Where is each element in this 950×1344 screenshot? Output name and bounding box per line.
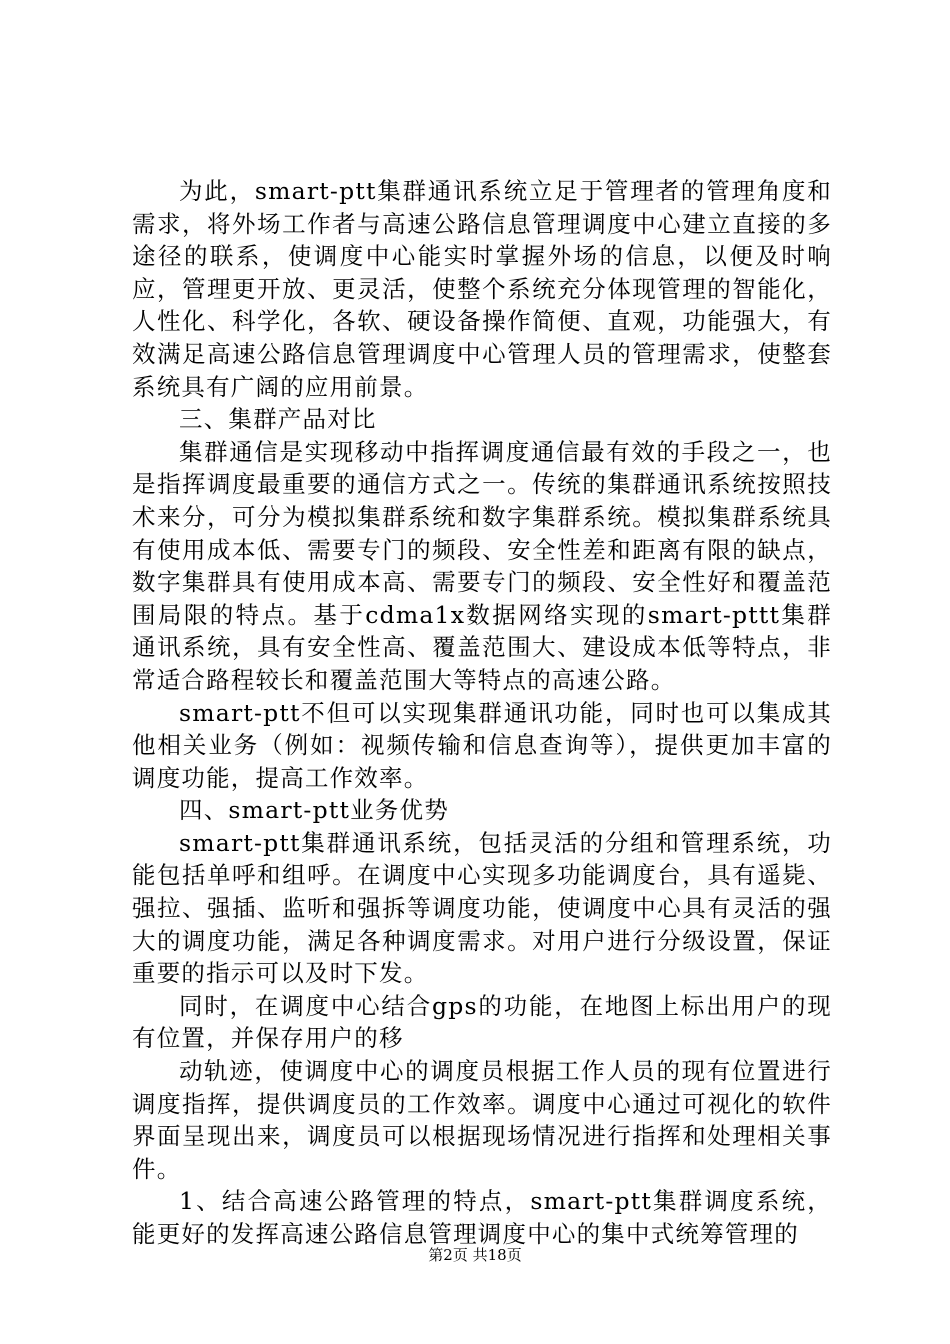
paragraph-advantages: smart-ptt集群通讯系统，包括灵活的分组和管理系统，功能包括单呼和组呼。在调度中心实现多功能调度台，具有遥毙、强拉、强插、监听和强拆等调度功能，使调度中心具有灵活的强大的调度功能，满足各种调度需求。对用户进行分级设置，保证重要的指示可以及时下发。 bbox=[132, 828, 832, 988]
page-number-footer: 第2页 共18页 bbox=[428, 1246, 522, 1264]
paragraph-integration: smart-ptt不但可以实现集群通讯功能，同时也可以集成其他相关业务（例如：视频传输和信息查询等），提供更加丰富的调度功能，提高工作效率。 bbox=[132, 698, 832, 792]
paragraph-gps: 同时，在调度中心结合gps的功能，在地图上标出用户的现有位置，并保存用户的移 bbox=[132, 991, 832, 1053]
paragraph-point-1: 1、结合高速公路管理的特点，smart-ptt集群调度系统，能更好的发挥高速公路信息管理调度中心的集中式统筹管理的 bbox=[132, 1187, 832, 1248]
section-heading-4: 四、smart-ptt业务优势 bbox=[179, 796, 449, 825]
section-heading-3: 三、集群产品对比 bbox=[179, 405, 377, 434]
paragraph-intro: 为此，smart-ptt集群通讯系统立足于管理者的管理角度和需求，将外场工作者与高速公路信息管理调度中心建立直接的多途径的联系，使调度中心能实时掌握外场的信息，以便及时响应，管理更开放、更灵活，使整个系统充分体现管理的智能化，人性化、科学化，各软、硬设备操作简便、直观，功能强大，有效满足高速公路信息管理调度中心管理人员的管理需求，使整套系统具有广阔的应用前景。 bbox=[132, 177, 832, 401]
document-body bbox=[132, 175, 832, 1251]
paragraph-tracking: 动轨迹，使调度中心的调度员根据工作人员的现有位置进行调度指挥，提供调度员的工作效率。调度中心通过可视化的软件界面呈现出来，调度员可以根据现场情况进行指挥和处理相关事件。 bbox=[132, 1057, 832, 1183]
paragraph-comparison: 集群通信是实现移动中指挥调度通信最有效的手段之一，也是指挥调度最重要的通信方式之一。传统的集群通讯系统按照技术来分，可分为模拟集群系统和数字集群系统。模拟集群系统具有使用成本低、需要专门的频段、安全性差和距离有限的缺点，数字集群具有使用成本高、需要专门的频段、安全性好和覆盖范围局限的特点。基于cdma1x数据网络实现的smart-pttt集群通讯系统，具有安全性高、覆盖范围大、建设成本低等特点，非常适合路程较长和覆盖范围大等特点的高速公路。 bbox=[132, 437, 832, 694]
